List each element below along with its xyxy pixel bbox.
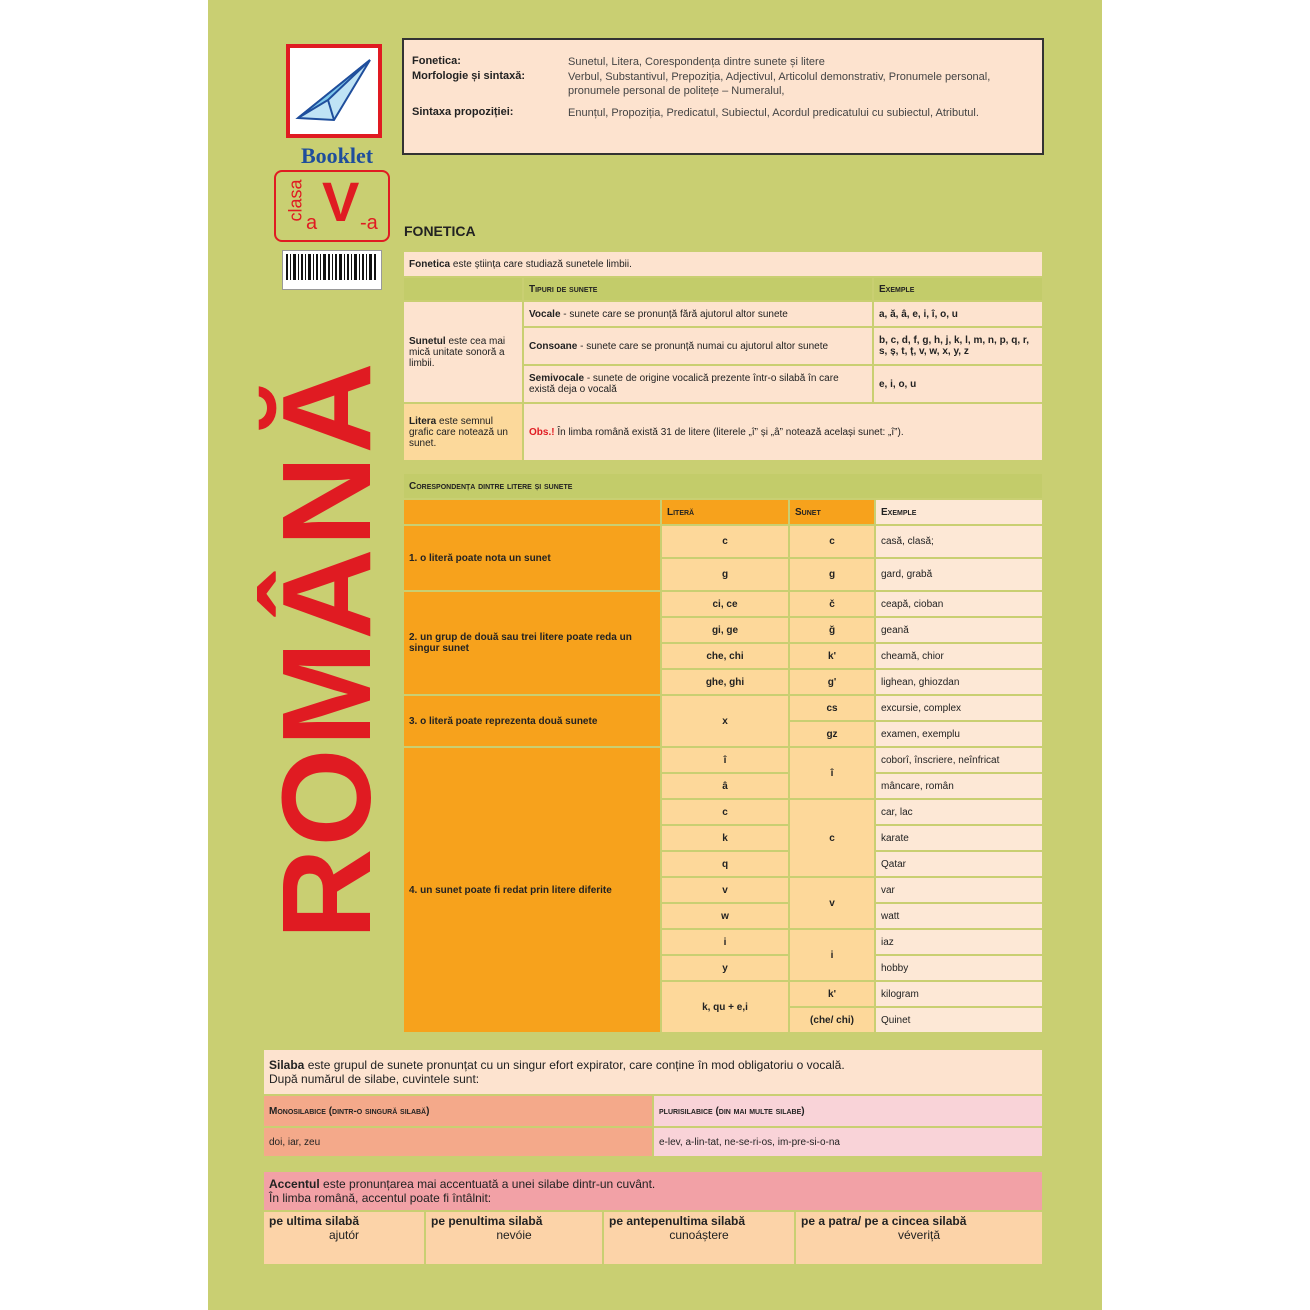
table-cell: iaz: [875, 929, 1043, 955]
group-1-label: 1. o literă poate nota un sunet: [403, 525, 661, 591]
table-cell: î: [789, 747, 875, 799]
toc-morfologie-value: Verbul, Substantivul, Prepoziția, Adjectivul, Articolul demonstrativ, Pronumele personal, pronumele personal de politețe – Numeralul,: [568, 71, 991, 97]
clasa-a: a: [306, 212, 318, 234]
table-cell: k': [789, 643, 875, 669]
table-cell: examen, exemplu: [875, 721, 1043, 747]
table-cell: g: [789, 558, 875, 591]
toc-fonetica-value: Sunetul, Litera, Corespondența dintre sunete și litere: [568, 56, 825, 68]
litera-definition: Litera este semnul grafic care notează un sunet.: [403, 403, 523, 461]
table-cell: cheamă, chior: [875, 643, 1043, 669]
brand-name: Booklet: [300, 143, 374, 168]
table-cell: excursie, complex: [875, 695, 1043, 721]
table-cell: q: [661, 851, 789, 877]
header-sunet: Sunet: [789, 499, 875, 525]
table-cell: c: [661, 799, 789, 825]
toc-fonetica-label: Fonetica:: [412, 55, 461, 67]
table-cell: lighean, ghiozdan: [875, 669, 1043, 695]
fonetica-intro: Fonetica este știința care studiază sunetele limbii.: [403, 251, 1043, 277]
consoane-examples: b, c, d, f, g, h, j, k, l, m, n, p, q, r, s, ș, t, ț, v, w, x, y, z: [873, 327, 1043, 365]
silaba-definition: Silaba este grupul de sunete pronunțat cu un singur efort expirator, care conține în mod obligatoriu o vocală. După numărul de silabe, cuvintele sunt:: [263, 1049, 1043, 1095]
logo-paper-plane-icon: [286, 44, 382, 138]
table-cell: c: [789, 525, 875, 558]
table-cell: coborî, înscriere, neînfricat: [875, 747, 1043, 773]
clasa-word: clasa: [285, 179, 306, 222]
table-cell: Quinet: [875, 1007, 1043, 1033]
table-cell: i: [789, 929, 875, 981]
group-2-label: 2. un grup de două sau trei litere poate reda un singur sunet: [403, 591, 661, 695]
table-of-contents: [402, 38, 1044, 155]
section-title-fonetica: FONETICA: [404, 223, 476, 239]
table-cell: Qatar: [875, 851, 1043, 877]
table-cell: w: [661, 903, 789, 929]
table-cell: ceapă, cioban: [875, 591, 1043, 617]
plurisilabice-header: plurisilabice (din mai multe silabe): [653, 1095, 1043, 1127]
table-cell: gi, ge: [661, 617, 789, 643]
semivocale-row: Semivocale - sunete de origine vocalică prezente într-o silabă în care există deja o vocală: [523, 365, 873, 403]
litera-observation: Obs.! În limba română există 31 de litere (literele „î” și „â” notează același sunet: „î”).: [523, 403, 1043, 461]
corespondenta-table: [402, 472, 1044, 1034]
accent-col-4: pe a patra/ pe a cincea silabă véveriță: [795, 1211, 1043, 1265]
table-cell: karate: [875, 825, 1043, 851]
vocale-row: Vocale - sunete care se pronunță fără ajutorul altor sunete: [523, 301, 873, 327]
barcode-icon: [282, 250, 382, 290]
table-cell: k: [661, 825, 789, 851]
table-cell: c: [661, 525, 789, 558]
vocale-examples: a, ă, â, e, i, î, o, u: [873, 301, 1043, 327]
group-3-label: 3. o literă poate reprezenta două sunete: [403, 695, 661, 747]
monosilabice-header: Monosilabice (dintr-o singură silabă): [263, 1095, 653, 1127]
header-litera: Literă: [661, 499, 789, 525]
table-cell: casă, clasă;: [875, 525, 1043, 558]
toc-morfologie-label: Morfologie și sintaxă:: [412, 70, 526, 82]
header-exemple: Exemple: [873, 277, 1043, 301]
table-cell: x: [661, 695, 789, 747]
accent-col-1: pe ultima silabă ajutór: [263, 1211, 425, 1265]
table-cell: che, chi: [661, 643, 789, 669]
table-cell: gard, grabă: [875, 558, 1043, 591]
silaba-table: [262, 1048, 1044, 1158]
table-cell: v: [789, 877, 875, 929]
table-cell: hobby: [875, 955, 1043, 981]
accent-table: [262, 1170, 1044, 1266]
fonetica-table: [402, 250, 1044, 462]
table-cell: y: [661, 955, 789, 981]
table-cell: g': [789, 669, 875, 695]
toc-sintaxa-value: Enunțul, Propoziția, Predicatul, Subiectul, Acordul predicatului cu subiectul, Atributul.: [568, 107, 979, 119]
corespondenta-title: Corespondența dintre litere și sunete: [403, 473, 1043, 499]
table-cell: car, lac: [875, 799, 1043, 825]
table-cell: ğ: [789, 617, 875, 643]
clasa-suffix: -a: [360, 212, 378, 234]
toc-sintaxa-label: Sintaxa propoziției:: [412, 106, 514, 118]
table-cell: (che/ chi): [789, 1007, 875, 1033]
monosilabice-examples: doi, iar, zeu: [263, 1127, 653, 1157]
table-cell: var: [875, 877, 1043, 903]
sunetul-definition: Sunetul este cea mai mică unitate sonoră a limbii.: [403, 301, 523, 403]
header-tipuri: Tipuri de sunete: [523, 277, 873, 301]
book-title: ROMÂNĂ: [256, 360, 397, 940]
table-cell: ghe, ghi: [661, 669, 789, 695]
table-cell: k, qu + e,i: [661, 981, 789, 1033]
table-cell: i: [661, 929, 789, 955]
table-cell: geană: [875, 617, 1043, 643]
group-4-label: 4. un sunet poate fi redat prin litere diferite: [403, 747, 661, 1033]
accent-definition: Accentul este pronunțarea mai accentuată a unei silabe dintr-un cuvânt. În limba română, accentul poate fi întâlnit:: [263, 1171, 1043, 1211]
table-cell: mâncare, român: [875, 773, 1043, 799]
table-cell: kilogram: [875, 981, 1043, 1007]
table-cell: cs: [789, 695, 875, 721]
consoane-row: Consoane - sunete care se pronunță numai cu ajutorul altor sunete: [523, 327, 873, 365]
table-cell: g: [661, 558, 789, 591]
header-exemple-2: Exemple: [875, 499, 1043, 525]
table-cell: watt: [875, 903, 1043, 929]
table-cell: î: [661, 747, 789, 773]
table-cell: â: [661, 773, 789, 799]
table-cell: ci, ce: [661, 591, 789, 617]
table-cell: v: [661, 877, 789, 903]
semivocale-examples: e, i, o, u: [873, 365, 1043, 403]
table-cell: gz: [789, 721, 875, 747]
plurisilabice-examples: e-lev, a-lin-tat, ne-se-ri-os, im-pre-si-o-na: [653, 1127, 1043, 1157]
accent-col-3: pe antepenultima silabă cunoáștere: [603, 1211, 795, 1265]
clasa-roman: V: [322, 170, 360, 233]
table-cell: č: [789, 591, 875, 617]
table-cell: k': [789, 981, 875, 1007]
accent-col-2: pe penultima silabă nevóie: [425, 1211, 603, 1265]
table-cell: c: [789, 799, 875, 877]
